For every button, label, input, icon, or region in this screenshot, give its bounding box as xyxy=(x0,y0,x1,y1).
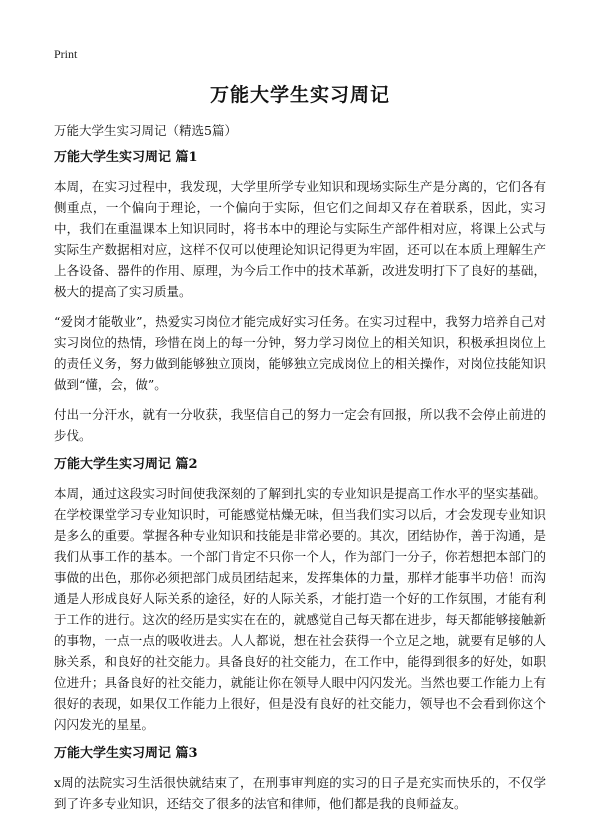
page-title: 万能大学生实习周记 xyxy=(209,84,390,106)
paragraph: 付出一分汗水，就有一分收获，我坚信自己的努力一定会有回报，所以我不会停止前进的步伐。 xyxy=(54,407,546,443)
paragraph: 本周，通过这段实习时间使我深刻的了解到扎实的专业知识是提高工作水平的坚实基础。在学校课堂学习专业知识时，可能感觉枯燥无味，但当我们实习以后，才会发现专业知识是多么的重要。掌握各种专业知识和技能是非常必要的。其次，团结协作，善于沟通，是我们从事工作的基本。一个部门肯定不只你一个人，作为部门一分子，你若想把本部门的事做的出色，那你必须把部门成员团结起来，发挥集体的力量，那样才能事半功倍！而沟通是人形成良好人际关系的途径，好的人际关系，才能打造一个好的工作氛围，才能有利于工作的进行。这次的经历是实实在在的，就感觉自己每天都在进步，每天都能够接触新的事物，一点一点的吸收进去。人人都说，想在社会获得一个立足之地，就要有足够的人脉关系，和良好的社交能力。具备良好的社交能力，在工作中，能得到很多的好处，如职位进升；具备良好的社交能力，就能让你在领导人眼中闪闪发光。当然也要工作能力上有很好的表现，如果仅工作能力上很好，但是没有良好的社交能力，领导也不会看到你这个闪闪发光的星星。 xyxy=(54,486,546,732)
section-heading: 万能大学生实习周记 篇2 xyxy=(54,457,198,472)
print-link[interactable]: Print xyxy=(54,47,78,61)
section-heading: 万能大学生实习周记 篇3 xyxy=(54,746,198,761)
paragraph: 本周，在实习过程中，我发现，大学里所学专业知识和现场实际生产是分离的，它们各有侧重点，一个偏向于理论，一个偏向于实际，但它们之间却又存在着联系，因此，实习中，我们在重温课本上知识同时，将书本中的理论与实际生产部件相对应，将课上公式与实际生产数据相对应，这样不仅可以使理论知识记得更为牢固，还可以在本质上理解生产上各设备、器件的作用、原理，为今后工作中的技术革新，改进发明打下了良好的基础，极大的提高了实习质量。 xyxy=(54,179,546,299)
section-3 xyxy=(54,744,546,814)
section-heading: 万能大学生实习周记 篇1 xyxy=(54,150,198,165)
paragraph: x周的法院实习生活很快就结束了，在刑事审判庭的实习的日子是充实而快乐的，不仅学到了许多专业知识，还结交了很多的法官和律师，他们都是我的良师益友。 xyxy=(54,775,546,811)
document-subtitle: 万能大学生实习周记（精选5篇） xyxy=(54,123,237,138)
paragraph: “爱岗才能敬业”，热爱实习岗位才能完成好实习任务。在实习过程中，我努力培养自己对实习岗位的热情，珍惜在岗上的每一分钟，努力学习岗位上的相关知识，积极承担岗位上的责任义务，努力做到能够独立顶岗，能够独立完成岗位上的相关操作，对岗位技能知识做到“懂，会，做”。 xyxy=(54,314,546,392)
section-2 xyxy=(54,455,546,735)
document-body xyxy=(54,148,546,823)
section-1 xyxy=(54,148,546,446)
